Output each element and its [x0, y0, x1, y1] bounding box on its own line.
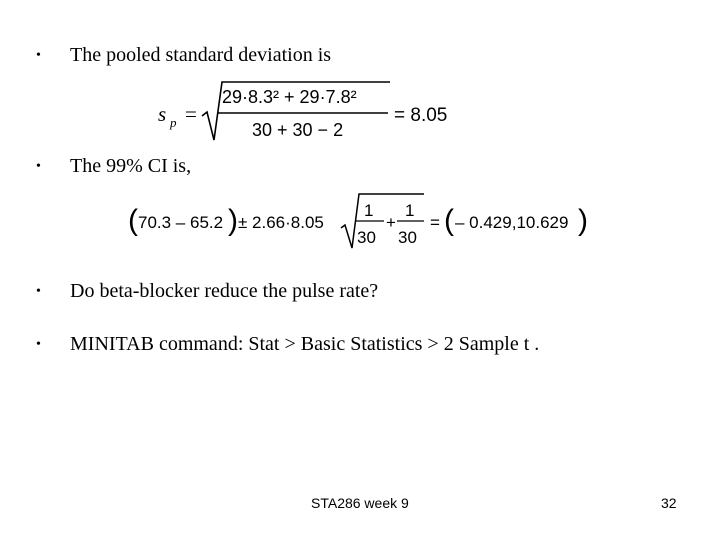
bullet-item [36, 333, 539, 356]
bullet-dot-icon: • [36, 337, 41, 352]
ci-equals: = [430, 213, 440, 232]
bullet-item [36, 44, 331, 67]
ci-frac2-denominator: 30 [398, 228, 417, 247]
ci-frac1-numerator: 1 [364, 201, 374, 220]
formula-result: = 8.05 [394, 105, 448, 126]
ci-pm-term: ± 2.66·8.05 [238, 213, 324, 232]
bullet-dot-icon: • [36, 48, 41, 63]
ci-frac1-denominator: 30 [357, 228, 376, 247]
ci-mean-difference: 70.3 – 65.2 [138, 213, 224, 232]
formula-equals: = [185, 102, 197, 126]
bullet-item [36, 155, 191, 178]
formula-numerator: 29·8.3² + 29·7.8² [222, 87, 357, 107]
bullet-dot-icon: • [36, 284, 41, 299]
bullet-text: The 99% CI is, [70, 155, 192, 177]
bullet-item [36, 280, 378, 303]
ci-plus: + [386, 213, 396, 232]
bullet-text: The pooled standard deviation is [70, 44, 332, 66]
ci-result-open-paren: ( [444, 204, 454, 237]
formula-denominator: 30 + 30 − 2 [252, 120, 344, 140]
ci-result: – 0.429,10.629 [455, 213, 569, 232]
footer-text: STA286 week 9 [311, 495, 409, 511]
ci-frac2-numerator: 1 [405, 201, 415, 220]
bullet-text: Do beta-blocker reduce the pulse rate? [70, 280, 379, 302]
formula-p-subscript: p [170, 115, 177, 130]
confidence-interval-formula [128, 190, 598, 255]
formula-s-symbol: s [158, 102, 167, 126]
pooled-sd-formula [150, 78, 470, 148]
bullet-dot-icon: • [36, 159, 41, 174]
page-number: 32 [661, 495, 677, 511]
ci-close-paren: ) [228, 204, 238, 237]
bullet-text: MINITAB command: Stat > Basic Statistics > 2 Sample t . [70, 333, 540, 355]
ci-result-close-paren: ) [578, 204, 588, 237]
ci-open-paren: ( [128, 204, 138, 237]
